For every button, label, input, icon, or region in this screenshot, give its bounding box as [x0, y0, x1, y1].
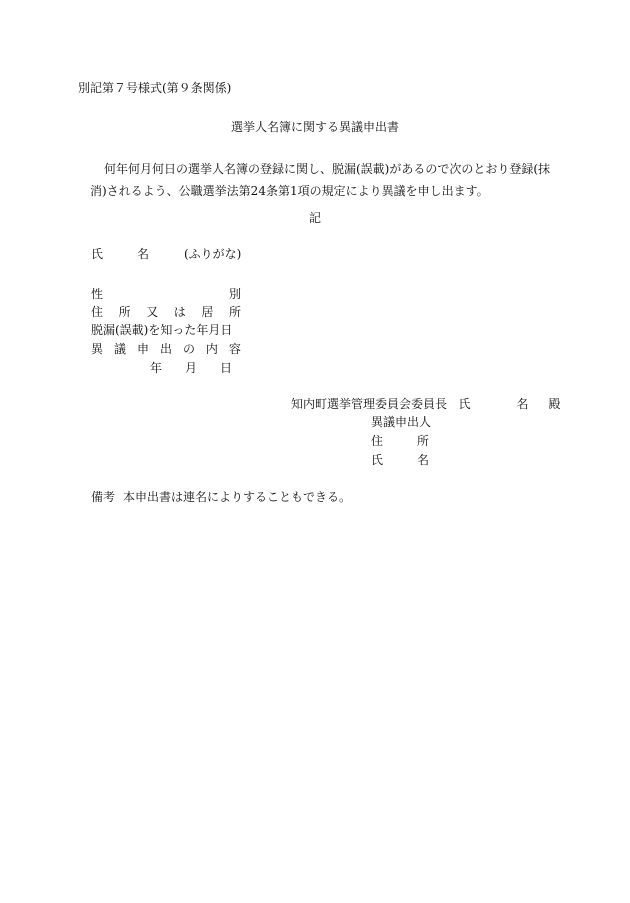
name-kana-label: (ふりがな) [184, 247, 242, 261]
body-line-2: 消)されるよう、公職選挙法第24条第1項の規定により異議を申し出ます。 [90, 184, 489, 198]
petitioner-name-char-1: 氏 [371, 453, 384, 467]
field-objection-label [91, 343, 241, 355]
objection-char-5: の [182, 342, 195, 356]
note-text: 本申出書は連名によりすることもできる。 [123, 490, 352, 504]
objection-char-1: 異 [91, 342, 104, 356]
form-number: 別記第７号様式(第９条関係) [78, 81, 232, 95]
ki-heading: 記 [308, 211, 321, 225]
petitioner-name-label [371, 454, 429, 466]
note-line [91, 491, 351, 503]
field-omission-date-label [91, 324, 241, 336]
field-sex-label [91, 288, 241, 300]
body-paragraph [78, 158, 560, 202]
objection-char-7: 容 [228, 342, 241, 356]
addressee-line [291, 398, 561, 410]
date-year: 年 [150, 361, 163, 375]
body-line-1: 何年何月何日の選挙人名簿の登録に関し、脱漏(誤載)があるので次のとおり登録(抹 [104, 162, 551, 176]
date-month: 月 [184, 361, 197, 375]
petitioner-name-char-2: 名 [416, 453, 429, 467]
petitioner-label: 異議申出人 [371, 415, 432, 429]
field-address-label [91, 306, 241, 318]
addressee-char-1: 氏 [458, 397, 471, 411]
date-day: 日 [219, 361, 232, 375]
objection-char-2: 議 [113, 342, 126, 356]
address-char-2: 所 [118, 305, 131, 319]
omission-date-text: 脱漏(誤載)を知った年月日 [91, 323, 233, 337]
objection-char-6: 内 [205, 342, 218, 356]
address-char-4: は [173, 305, 186, 319]
address-char-1: 住 [91, 305, 104, 319]
date-line [150, 362, 232, 374]
name-char-1: 氏 [91, 247, 104, 261]
addressee-honorific: 殿 [548, 397, 561, 411]
address-char-6: 所 [228, 305, 241, 319]
address-char-3: 又 [146, 305, 159, 319]
address-char-5: 居 [201, 305, 214, 319]
name-char-2: 名 [137, 247, 150, 261]
note-label: 備考 [91, 490, 116, 504]
addressee-org: 知内町選挙管理委員会委員長 [291, 397, 448, 411]
objection-char-3: 申 [136, 342, 149, 356]
sex-char-1: 性 [91, 287, 104, 301]
addressee-char-2: 名 [516, 397, 529, 411]
petitioner-address-char-1: 住 [371, 434, 384, 448]
petitioner-address-char-2: 所 [416, 434, 429, 448]
petitioner-address-label [371, 435, 429, 447]
objection-char-4: 出 [159, 342, 172, 356]
document-title: 選挙人名簿に関する異議申出書 [230, 120, 399, 134]
sex-char-2: 別 [228, 287, 241, 301]
